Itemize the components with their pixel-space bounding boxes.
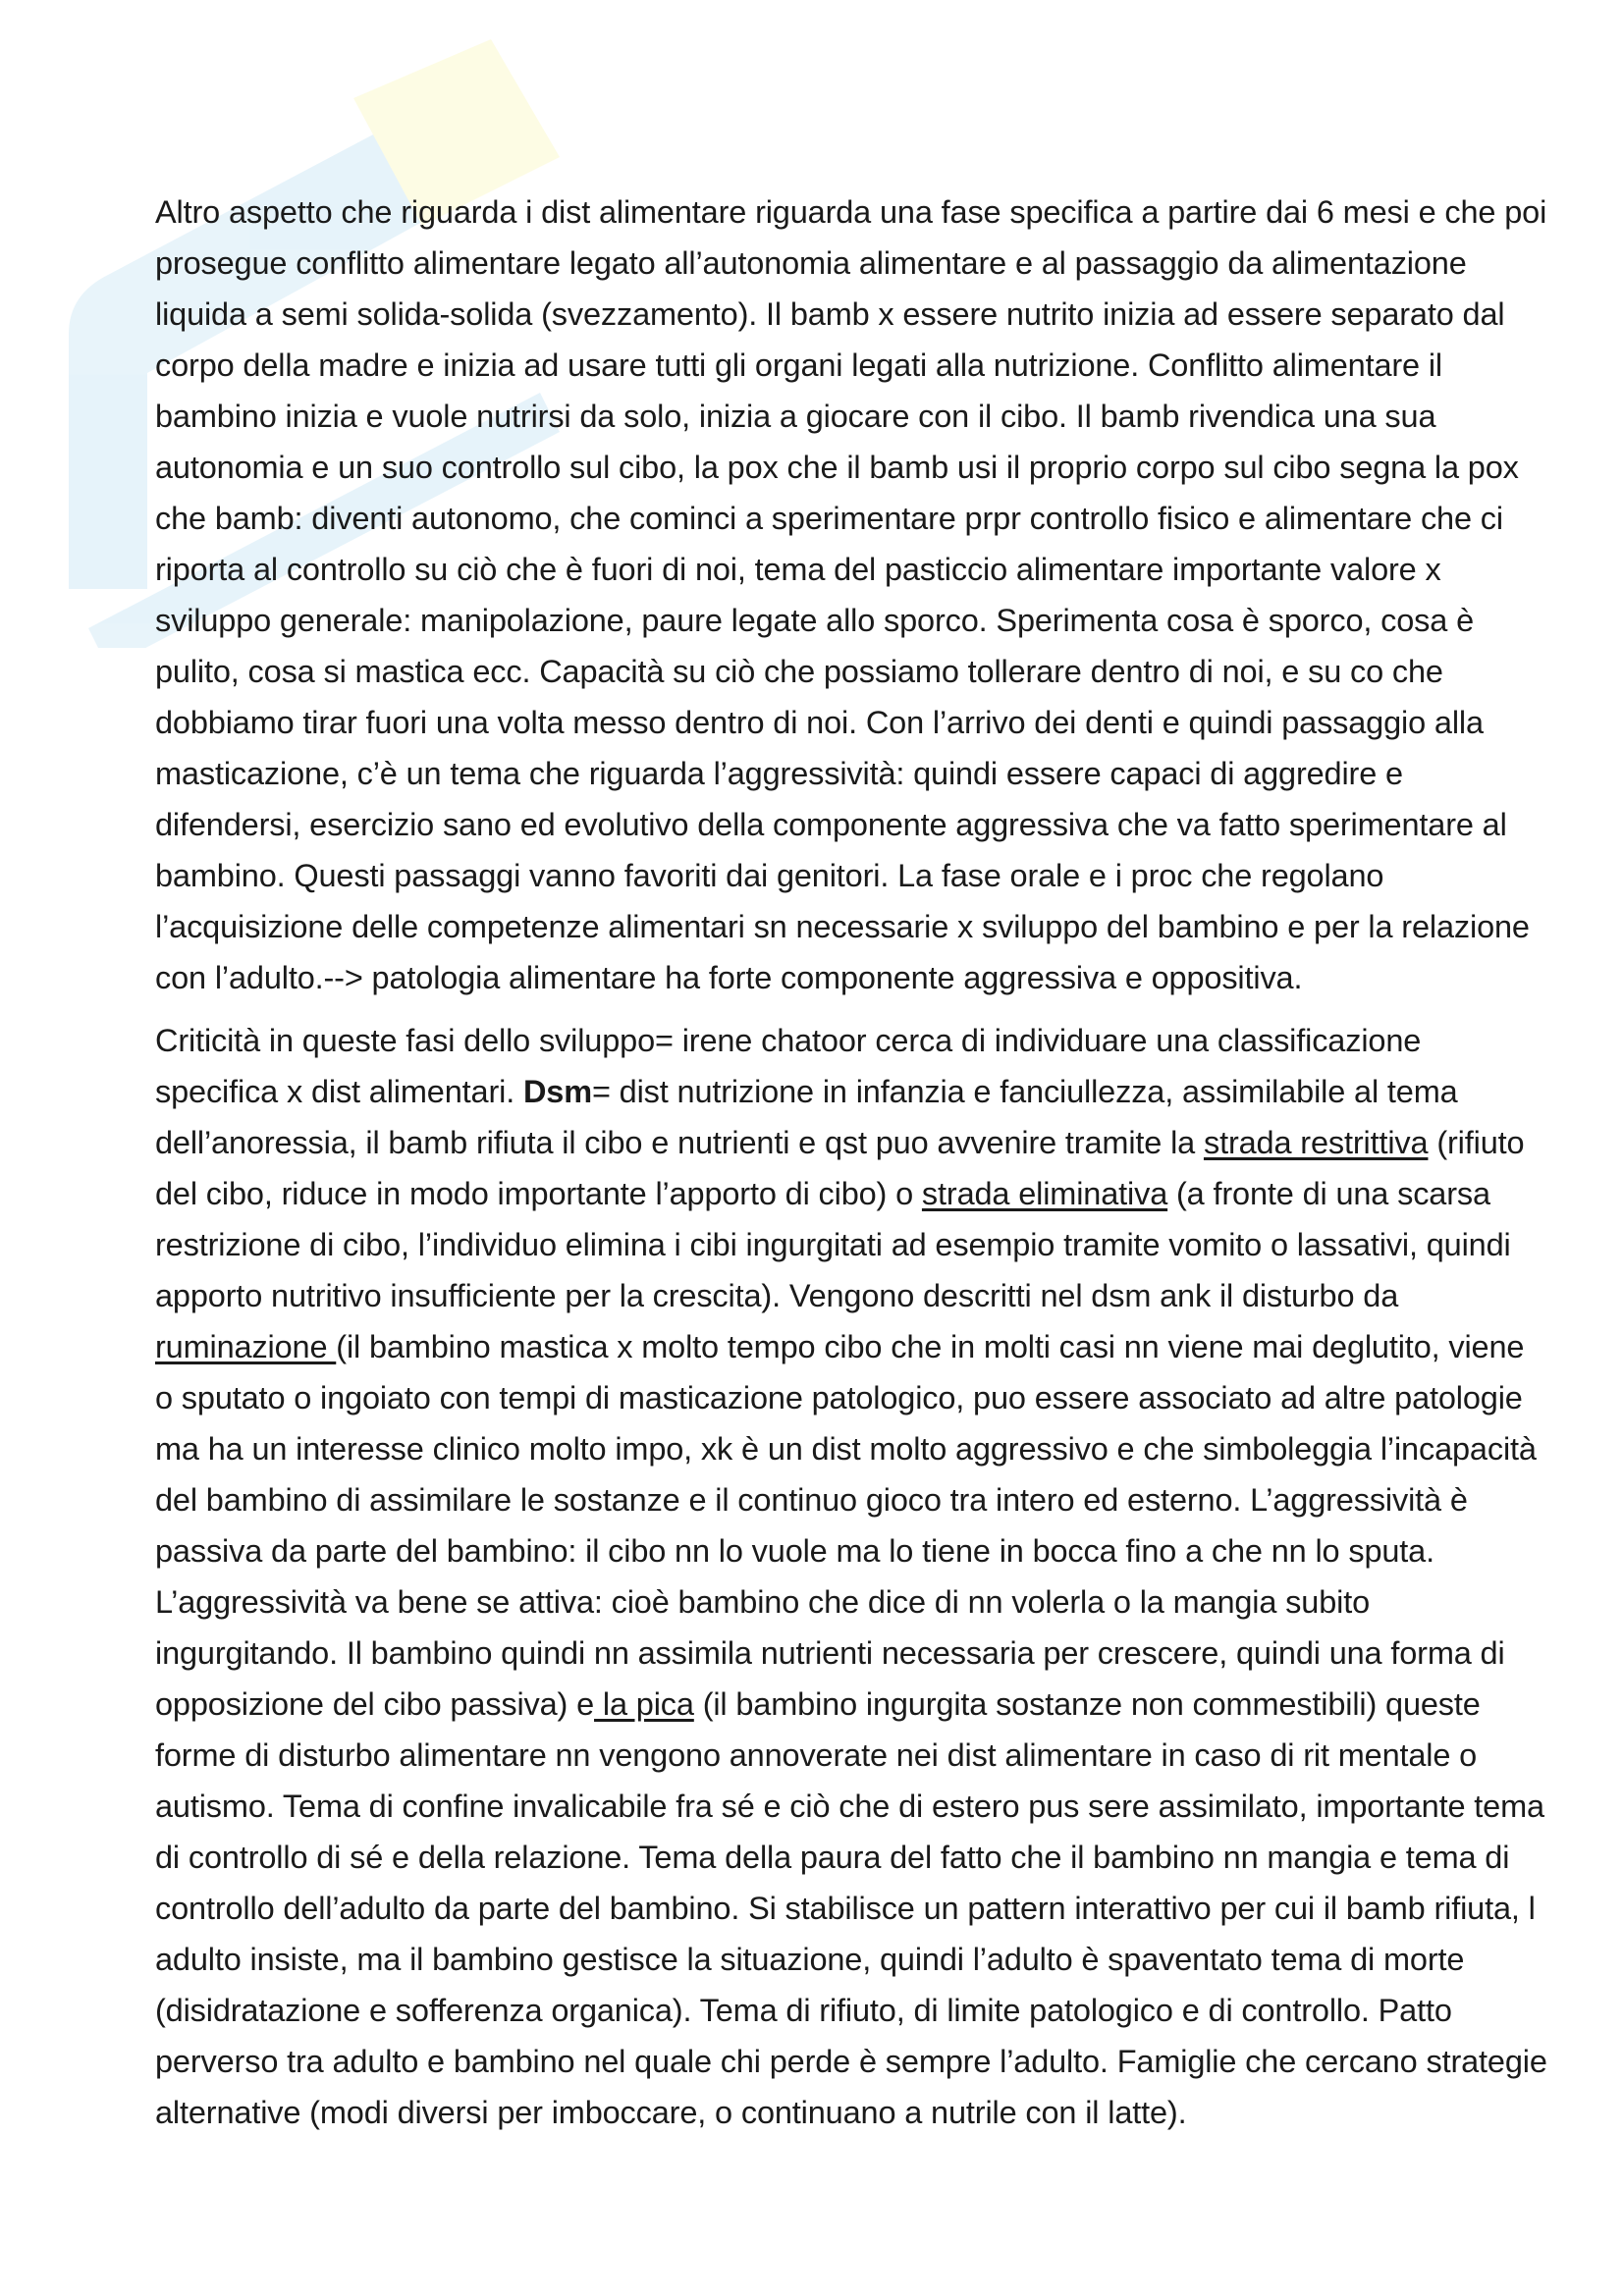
dsm-term: Dsm	[522, 1074, 592, 1109]
text-segment: Criticità in queste fasi dello sviluppo= irene chatoor cerca di individuare una classificazione specifica x dist alimentari.	[155, 1023, 1422, 1109]
paragraph-autonomia-alimentare: Altro aspetto che riguarda i dist alimentare riguarda una fase specifica a partire dai 6 mesi e che poi prosegue conflitto alimentare legato all’autonomia alimentare e al passaggio da alimentazione liquida a semi solida-solida (svezzamento). Il bamb x essere nutrito inizia ad essere separato dal corpo della madre e inizia ad usare tutti gli organi legati alla nutrizione. Conflitto alimentare il bambino inizia e vuole nutrirsi da solo, inizia a giocare con il cibo. Il bamb rivendica una sua autonomia e un suo controllo sul cibo, la pox che il bamb usi il proprio corpo sul cibo segna la pox che bamb: diventi autonomo, che cominci a sperimentare prpr controllo fisico e alimentare che ci riporta al controllo su ciò che è fuori di noi, tema del pasticcio alimentare importante valore x sviluppo generale: manipolazione, paure legate allo sporco. Sperimenta cosa è sporco, cosa è pulito, cosa si mastica ecc. Capacità su ciò che possiamo tollerare dentro di noi, e su co che dobbiamo tirar fuori una volta messo dentro di noi. Con l’arrivo dei denti e quindi passaggio alla masticazione, c’è un tema che riguarda l’aggressività: quindi essere capaci di aggredire e difendersi, esercizio sano ed evolutivo della componente aggressiva che va fatto sperimentare al bambino. Questi passaggi vanno favoriti dai genitori. La fase orale e i proc che regolano l’acquisizione delle competenze alimentari sn necessarie x sviluppo del bambino e per la relazione con l’adulto.--> patologia alimentare ha forte componente aggressiva e oppositiva.	[155, 194, 1547, 995]
text-segment: (il bambino mastica x molto tempo cibo che in molti casi nn viene mai deglutito, viene o sputato o ingoiato con tempi di masticazione patologico, puo essere associato ad altre patologie ma ha un interesse clinico molto impo, xk è un dist molto aggressivo e che simboleggia l’incapacità del bambino di assimilare le sostanze e il continuo gioco tra intero ed esterno. L’aggressività è passiva da parte del bambino: il cibo nn lo vuole ma lo tiene in bocca fino a che nn lo sputa. L’aggressività va bene se attiva: cioè bambino che dice di nn volerla o la mangia subito ingurgitando. Il bambino quindi nn assimila nutrienti necessaria per crescere, quindi una forma di opposizione del cibo passiva) e	[155, 1329, 1537, 1722]
text-segment: (a fronte di una scarsa restrizione di cibo, l’individuo elimina i cibi ingurgitati ad esempio tramite vomito o lassativi, quindi apporto nutritivo insufficiente per la crescita). Vengono descritti nel dsm ank il disturbo da	[155, 1176, 1511, 1313]
term-ruminazione: ruminazione	[155, 1329, 337, 1364]
paragraph-criticita-dsm	[155, 1015, 1549, 2138]
text-segment: (il bambino ingurgita sostanze non commestibili) queste forme di disturbo alimentare nn vengono annoverate nei dist alimentare in caso di rit mentale o autismo. Tema di confine invalicabile fra sé e ciò che di estero pus sere assimilato, importante tema di controllo di sé e della relazione. Tema della paura del fatto che il bambino nn mangia e tema di controllo dell’adulto da parte del bambino. Si stabilisce un pattern interattivo per cui il bamb rifiuta, l adulto insiste, ma il bambino gestisce la situazione, quindi l’adulto è spaventato tema di morte (disidratazione e sofferenza organica). Tema di rifiuto, di limite patologico e di controllo. Patto perverso tra adulto e bambino nel quale chi perde è sempre l’adulto. Famiglie che cercano strategie alternative (modi diversi per imboccare, o continuano a nutrile con il latte).	[155, 1686, 1547, 2130]
text-segment: (rifiuto del cibo, riduce in modo importante l’apporto di cibo) o	[155, 1125, 1525, 1211]
term-strada-eliminativa: strada eliminativa	[921, 1176, 1168, 1211]
document-body	[155, 187, 1549, 2138]
term-strada-restrittiva: strada restrittiva	[1203, 1125, 1429, 1160]
term-pica: la pica	[594, 1686, 694, 1722]
text-segment: = dist nutrizione in infanzia e fanciullezza, assimilabile al tema dell’anoressia, il bamb rifiuta il cibo e nutrienti e qst puo avvenire tramite la	[155, 1074, 1458, 1160]
